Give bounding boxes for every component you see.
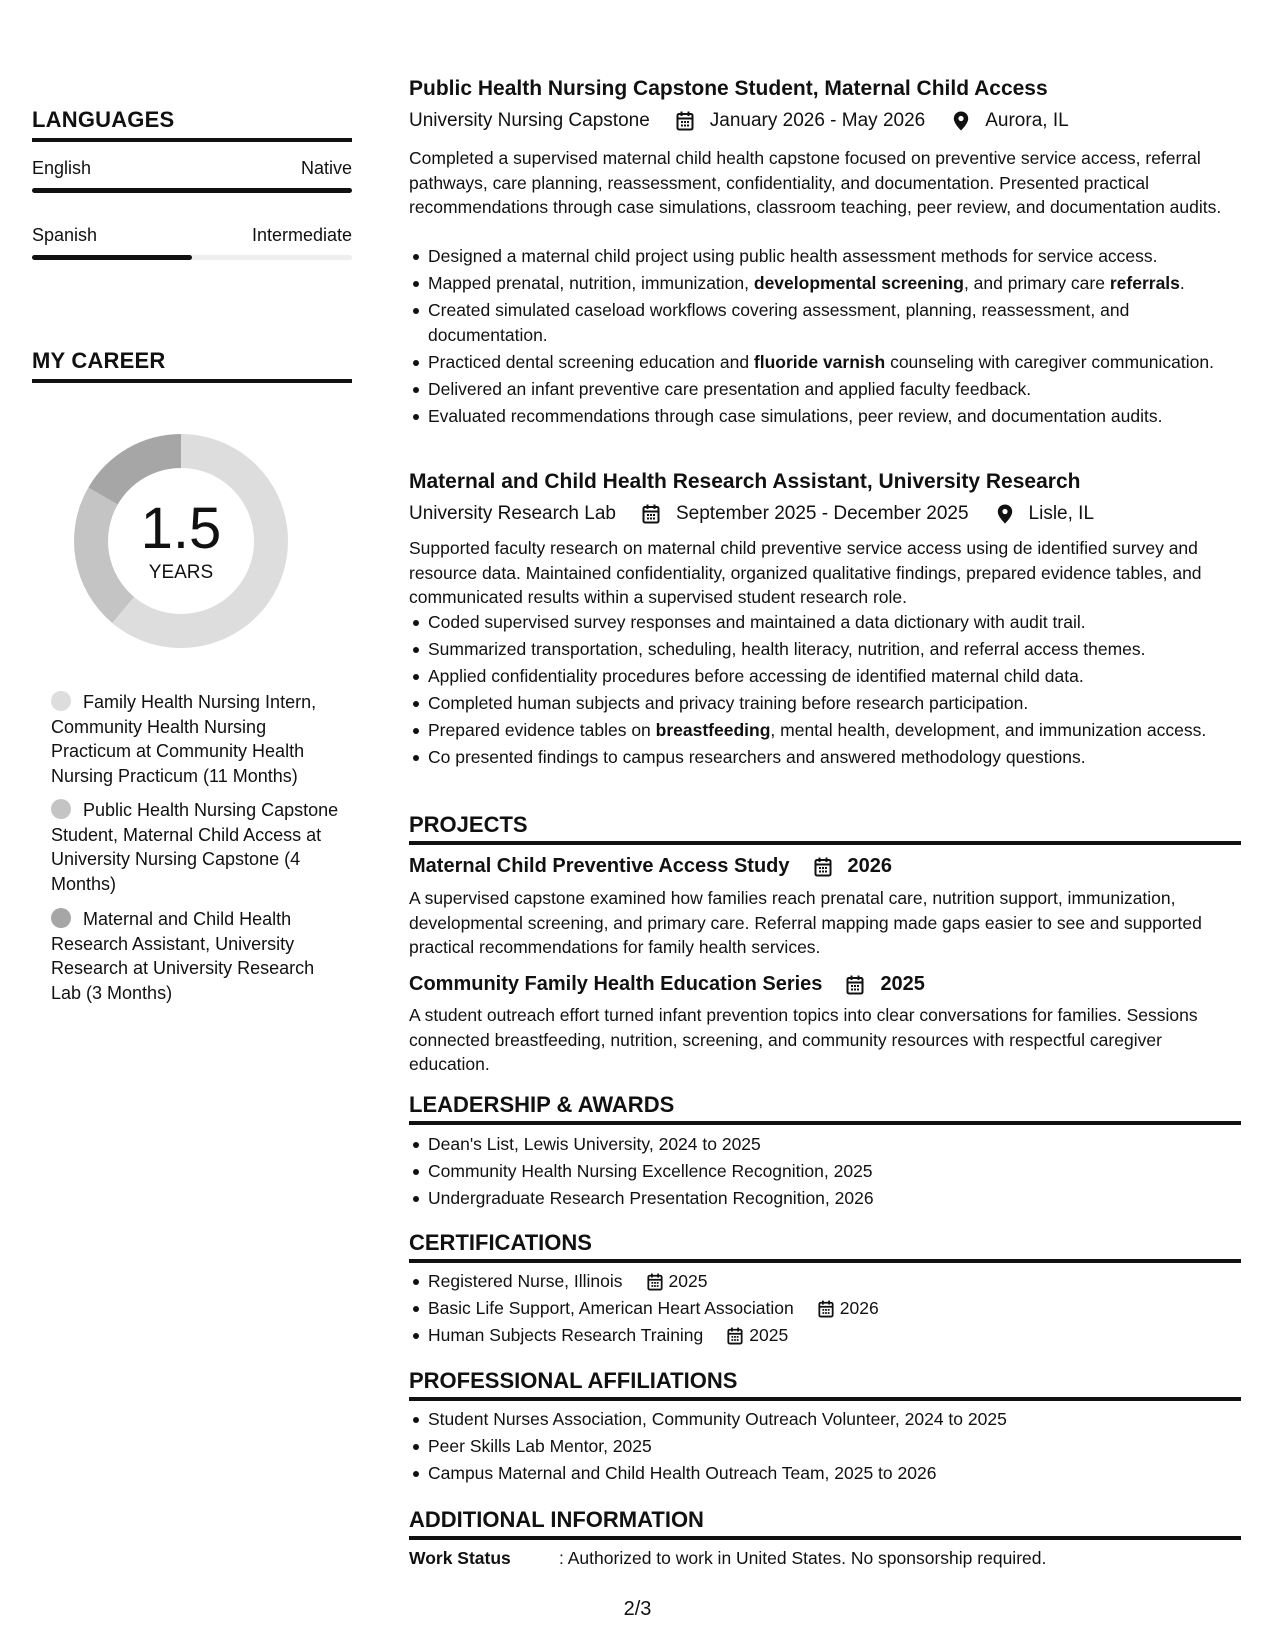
languages-heading: LANGUAGES [32, 107, 352, 142]
certification-year: 2025 [749, 1325, 789, 1345]
list-item: Peer Skills Lab Mentor, 2025 [409, 1434, 1241, 1459]
affiliations-list [409, 1407, 1241, 1488]
list-item: Created simulated caseload workflows covering assessment, planning, reassessment, and documentation. [409, 298, 1241, 347]
certification-item [409, 1323, 1241, 1348]
career-legend-text: Public Health Nursing Capstone Student, Maternal Child Access at University Nursing Capstone (4 Months) [51, 800, 339, 894]
list-item: Community Health Nursing Excellence Recognition, 2025 [409, 1159, 1241, 1184]
legend-dot [51, 691, 71, 711]
leadership-list [409, 1132, 1241, 1213]
project-year: 2025 [880, 973, 925, 995]
job-summary: Completed a supervised maternal child health capstone focused on preventive service access, referral pathways, care planning, reassessment, confidentiality, and documentation. Presented practical recommendations through case simulations, classroom teaching, peer review, and documentation audits. [409, 148, 1222, 217]
project-title: Maternal Child Preventive Access Study [409, 855, 790, 877]
certification-name: Registered Nurse, Illinois [428, 1271, 623, 1291]
job-location: Aurora, IL [985, 110, 1069, 131]
project-title-row [409, 855, 892, 878]
list-item: Applied confidentiality procedures before accessing de identified maternal child data. [409, 664, 1241, 689]
list-item: Prepared evidence tables on breastfeeding, mental health, development, and immunization access. [409, 718, 1241, 743]
leadership-heading: LEADERSHIP & AWARDS [409, 1092, 1241, 1125]
list-item: Evaluated recommendations through case simulations, peer review, and documentation audits. [409, 404, 1241, 429]
language-proficiency-bar [32, 188, 352, 193]
career-years-value: 1.5 [140, 496, 222, 561]
career-legend-text: Family Health Nursing Intern, Community Health Nursing Practicum at Community Health Nursing Practicum (11 Months) [51, 692, 317, 786]
list-item: Undergraduate Research Presentation Recognition, 2026 [409, 1186, 1241, 1211]
certification-year: 2025 [668, 1271, 708, 1291]
language-row [32, 158, 352, 179]
legend-dot [51, 799, 71, 819]
projects-heading: PROJECTS [409, 812, 1241, 845]
map-pin-icon [983, 503, 1021, 525]
certification-date [623, 1269, 708, 1294]
career-legend-item [51, 907, 341, 1005]
donut-segment [88, 434, 181, 505]
legend-dot [51, 908, 71, 928]
calendar-icon [635, 1269, 666, 1294]
certification-date [703, 1323, 788, 1348]
list-item: Mapped prenatal, nutrition, immunization, developmental screening, and primary care referrals. [409, 271, 1241, 296]
list-item: Student Nurses Association, Community Outreach Volunteer, 2024 to 2025 [409, 1407, 1241, 1432]
list-item: Summarized transportation, scheduling, health literacy, nutrition, and referral access themes. [409, 637, 1241, 662]
project-description: A student outreach effort turned infant prevention topics into clear conversations for families. Sessions connected breastfeeding, nutrition, screening, and community resources with respectful caregiver education. [409, 1005, 1198, 1074]
certification-item [409, 1269, 1241, 1294]
job-title: Public Health Nursing Capstone Student, Maternal Child Access [409, 77, 1048, 100]
list-item: Campus Maternal and Child Health Outreach Team, 2025 to 2026 [409, 1461, 1241, 1486]
job-dates: September 2025 - December 2025 [675, 503, 969, 524]
affiliations-heading: PROFESSIONAL AFFILIATIONS [409, 1368, 1241, 1401]
language-name: Spanish [32, 225, 98, 245]
job-meta [409, 110, 1069, 132]
project-title: Community Family Health Education Series [409, 973, 823, 995]
project-description: A supervised capstone examined how families reach prenatal care, nutrition support, immunization, developmental screening, and primary care. Referral mapping made gaps easier to see and supported practical recommendations for family health services. [409, 888, 1202, 957]
job-summary: Supported faculty research on maternal child preventive service access using de identified survey and resource data. Maintained confidentiality, organized qualitative findings, prepared evidence tables, and communicated results within a supervised student research role. [409, 538, 1202, 607]
language-row [32, 225, 352, 246]
calendar-icon [662, 110, 702, 132]
language-proficiency-fill [32, 255, 192, 260]
language-name: English [32, 158, 92, 178]
additional-info-heading: ADDITIONAL INFORMATION [409, 1507, 1241, 1540]
certification-item [409, 1296, 1241, 1321]
job-meta [409, 503, 1094, 525]
list-item: Delivered an infant preventive care presentation and applied faculty feedback. [409, 377, 1241, 402]
work-status-label: Work Status [409, 1548, 511, 1568]
job-bullets [409, 610, 1241, 772]
certifications-heading: CERTIFICATIONS [409, 1230, 1241, 1263]
career-legend-item [51, 798, 341, 896]
career-heading: MY CAREER [32, 348, 352, 383]
job-location: Lisle, IL [1028, 503, 1095, 524]
job-bullets [409, 244, 1241, 431]
work-status-row [409, 1548, 1046, 1569]
calendar-icon [834, 973, 872, 996]
list-item: Practiced dental screening education and fluoride varnish counseling with caregiver communication. [409, 350, 1241, 375]
work-status-value: : Authorized to work in United States. No sponsorship required. [559, 1548, 1047, 1568]
language-proficiency-bar [32, 255, 352, 260]
certification-name: Human Subjects Research Training [428, 1325, 704, 1345]
career-years-label: YEARS [148, 562, 214, 583]
calendar-icon [715, 1323, 746, 1348]
list-item: Co presented findings to campus researchers and answered methodology questions. [409, 745, 1241, 770]
page-number: 2/3 [623, 1598, 652, 1620]
certification-name: Basic Life Support, American Heart Association [428, 1298, 794, 1318]
job-org: University Research Lab [409, 503, 616, 524]
calendar-icon [802, 855, 840, 878]
calendar-icon [806, 1296, 837, 1321]
list-item: Completed human subjects and privacy training before research participation. [409, 691, 1241, 716]
calendar-icon [628, 503, 668, 525]
certification-date [794, 1296, 879, 1321]
job-org: University Nursing Capstone [409, 110, 650, 131]
career-legend-item [51, 690, 341, 788]
language-level: Intermediate [251, 225, 352, 245]
list-item: Dean's List, Lewis University, 2024 to 2025 [409, 1132, 1241, 1157]
job-dates: January 2026 - May 2026 [709, 110, 926, 131]
certifications-list [409, 1269, 1241, 1350]
language-proficiency-fill [32, 188, 352, 193]
project-title-row [409, 973, 925, 996]
certification-year: 2026 [839, 1298, 879, 1318]
language-level: Native [300, 158, 352, 178]
job-title: Maternal and Child Health Research Assistant, University Research [409, 470, 1081, 493]
map-pin-icon [939, 110, 977, 132]
list-item: Coded supervised survey responses and maintained a data dictionary with audit trail. [409, 610, 1241, 635]
list-item: Designed a maternal child project using public health assessment methods for service access. [409, 244, 1241, 269]
project-year: 2026 [847, 855, 893, 877]
career-legend-text: Maternal and Child Health Research Assistant, University Research at University Research Lab (3 Months) [51, 909, 315, 1003]
